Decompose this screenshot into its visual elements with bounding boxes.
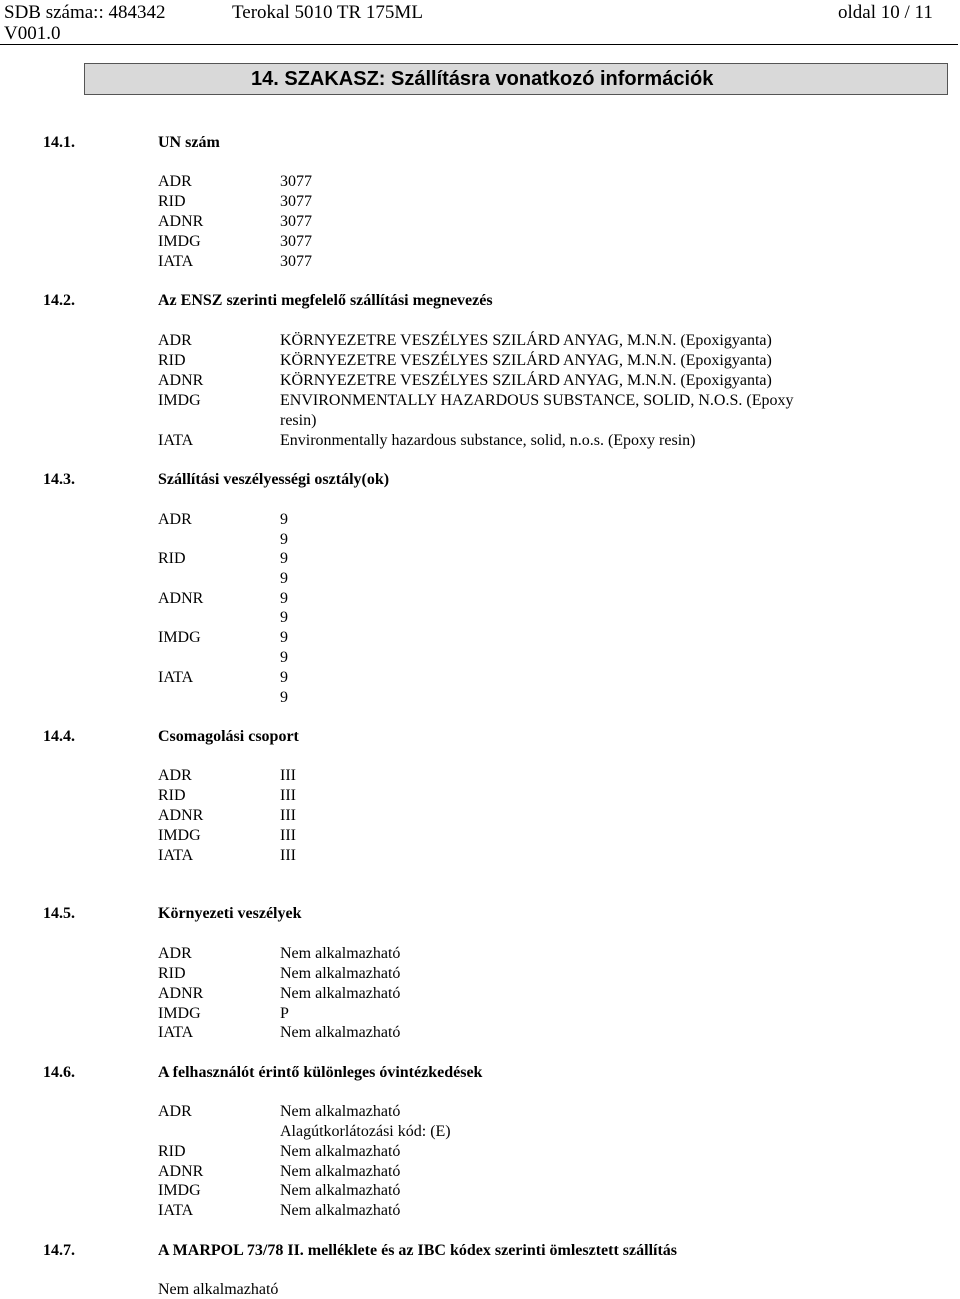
sdb-number: SDB száma:: 484342 — [4, 2, 166, 23]
transport-mode: IMDG — [158, 233, 201, 250]
subsection-title: UN szám — [158, 134, 220, 151]
environmental-hazard: Nem alkalmazható — [280, 965, 401, 982]
transport-mode: IATA — [158, 669, 194, 686]
transport-mode: IATA — [158, 253, 194, 270]
hazard-class-label: 9 — [280, 570, 288, 587]
special-precaution: Nem alkalmazható — [280, 1163, 401, 1180]
tunnel-restriction-code: Alagútkorlátozási kód: (E) — [280, 1123, 451, 1140]
subsection-title: Az ENSZ szerinti megfelelő szállítási megnevezés — [158, 292, 493, 309]
transport-mode: ADR — [158, 332, 192, 349]
hazard-class: 9 — [280, 669, 288, 686]
transport-mode: IMDG — [158, 1005, 201, 1022]
packing-group: III — [280, 767, 296, 784]
subsection-number: 14.1. — [43, 134, 75, 151]
hazard-class-label: 9 — [280, 609, 288, 626]
special-precaution: Nem alkalmazható — [280, 1202, 401, 1219]
special-precaution: Nem alkalmazható — [280, 1143, 401, 1160]
un-number: 3077 — [280, 193, 312, 210]
transport-mode: ADNR — [158, 807, 204, 824]
transport-mode: RID — [158, 787, 186, 804]
hazard-class: 9 — [280, 550, 288, 567]
transport-mode: ADNR — [158, 1163, 204, 1180]
transport-mode: ADR — [158, 173, 192, 190]
transport-mode: ADR — [158, 767, 192, 784]
hazard-class: 9 — [280, 511, 288, 528]
transport-mode: ADNR — [158, 985, 204, 1002]
subsection-number: 14.6. — [43, 1064, 75, 1081]
shipping-name: ENVIRONMENTALLY HAZARDOUS SUBSTANCE, SOLID, N.O.S. (Epoxy — [280, 392, 794, 409]
packing-group: III — [280, 827, 296, 844]
subsection-number: 14.4. — [43, 728, 75, 745]
hazard-class-label: 9 — [280, 649, 288, 666]
section-title: 14. SZAKASZ: Szállításra vonatkozó információk — [84, 63, 948, 95]
transport-mode: ADNR — [158, 213, 204, 230]
hazard-class: 9 — [280, 590, 288, 607]
environmental-hazard: P — [280, 1005, 289, 1022]
transport-mode: IATA — [158, 1202, 194, 1219]
un-number: 3077 — [280, 233, 312, 250]
transport-mode: IATA — [158, 847, 194, 864]
subsection-number: 14.2. — [43, 292, 75, 309]
subsection-title: A MARPOL 73/78 II. melléklete és az IBC kódex szerinti ömlesztett szállítás — [158, 1242, 678, 1259]
environmental-hazard: Nem alkalmazható — [280, 945, 401, 962]
subsection-title: A felhasználót érintő különleges óvintézkedések — [158, 1064, 483, 1081]
un-number: 3077 — [280, 173, 312, 190]
environmental-hazard: Nem alkalmazható — [280, 1024, 401, 1041]
subsection-title: Környezeti veszélyek — [158, 905, 302, 922]
shipping-name: KÖRNYEZETRE VESZÉLYES SZILÁRD ANYAG, M.N.N. (Epoxigyanta) — [280, 332, 772, 349]
subsection-title: Csomagolási csoport — [158, 728, 299, 745]
transport-mode: ADR — [158, 1103, 192, 1120]
transport-mode: IMDG — [158, 827, 201, 844]
header-rule — [0, 44, 958, 45]
shipping-name: KÖRNYEZETRE VESZÉLYES SZILÁRD ANYAG, M.N.N. (Epoxigyanta) — [280, 352, 772, 369]
special-precaution: Nem alkalmazható — [280, 1182, 401, 1199]
version: V001.0 — [4, 23, 61, 44]
hazard-class: 9 — [280, 629, 288, 646]
transport-mode: ADR — [158, 511, 192, 528]
subsection-number: 14.3. — [43, 471, 75, 488]
shipping-name-continued: resin) — [280, 412, 317, 429]
transport-mode: RID — [158, 352, 186, 369]
transport-mode: ADNR — [158, 372, 204, 389]
packing-group: III — [280, 847, 296, 864]
subsection-title: Szállítási veszélyességi osztály(ok) — [158, 471, 390, 488]
marpol-value: Nem alkalmazható — [158, 1281, 279, 1298]
transport-mode: RID — [158, 965, 186, 982]
transport-mode: IMDG — [158, 392, 201, 409]
transport-mode: IMDG — [158, 1182, 201, 1199]
page-number: oldal 10 / 11 — [838, 2, 933, 23]
shipping-name: KÖRNYEZETRE VESZÉLYES SZILÁRD ANYAG, M.N.N. (Epoxigyanta) — [280, 372, 772, 389]
subsection-number: 14.7. — [43, 1242, 75, 1259]
subsection-number: 14.5. — [43, 905, 75, 922]
un-number: 3077 — [280, 253, 312, 270]
transport-mode: IATA — [158, 432, 194, 449]
transport-mode: ADR — [158, 945, 192, 962]
hazard-class-label: 9 — [280, 531, 288, 548]
transport-mode: RID — [158, 1143, 186, 1160]
transport-mode: IMDG — [158, 629, 201, 646]
packing-group: III — [280, 787, 296, 804]
packing-group: III — [280, 807, 296, 824]
hazard-class-label: 9 — [280, 689, 288, 706]
product-name: Terokal 5010 TR 175ML — [232, 2, 423, 23]
transport-mode: ADNR — [158, 590, 204, 607]
environmental-hazard: Nem alkalmazható — [280, 985, 401, 1002]
transport-mode: IATA — [158, 1024, 194, 1041]
un-number: 3077 — [280, 213, 312, 230]
special-precaution: Nem alkalmazható — [280, 1103, 401, 1120]
transport-mode: RID — [158, 193, 186, 210]
transport-mode: RID — [158, 550, 186, 567]
shipping-name: Environmentally hazardous substance, solid, n.o.s. (Epoxy resin) — [280, 432, 696, 449]
